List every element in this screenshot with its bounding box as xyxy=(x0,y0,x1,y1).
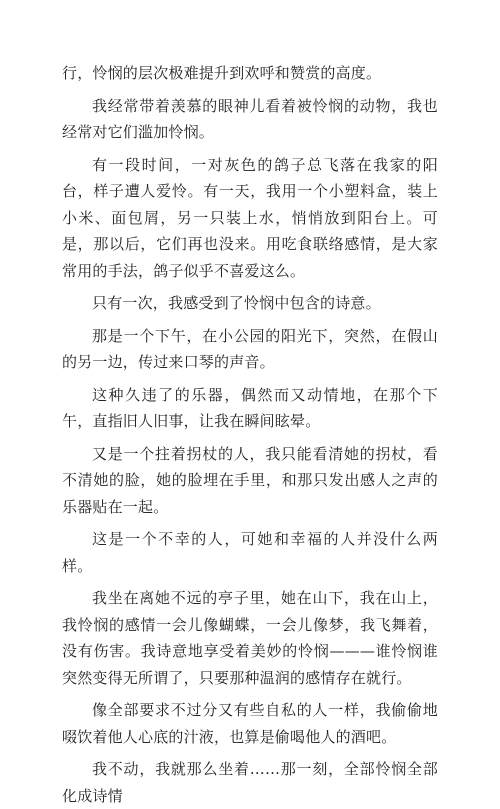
paragraph-7: 又是一个拄着拐杖的人，我只能看清她的拐杖，看不清她的脸，她的脸埋在手里，和那只发出感人之声的乐器贴在一起。 xyxy=(62,444,438,516)
paragraph-6: 这种久违了的乐器，偶然而又动情地，在那个下午，直指旧人旧事，让我在瞬间眩晕。 xyxy=(62,385,438,430)
paragraph-3: 有一段时间，一对灰色的鸽子总飞落在我家的阳台，样子遭人爱怜。有一天，我用一个小塑料盒，装上小米、面包屑，另一只装上水，悄悄放到阳台上。可是，那以后，它们再也没来。用吃食联络感情，是大家常用的手法，鸽子似乎不喜爱这么。 xyxy=(62,155,438,280)
paragraph-10: 像全部要求不过分又有些自私的人一样，我偷偷地啜饮着他人心底的汁液，也算是偷喝他人的酒吧。 xyxy=(62,701,438,746)
paragraph-2: 我经常带着羡慕的眼神儿看着被怜悯的动物，我也经常对它们滥加怜悯。 xyxy=(62,96,438,141)
paragraph-4: 只有一次，我感受到了怜悯中包含的诗意。 xyxy=(92,294,381,312)
paragraph-5: 那是一个下午，在小公园的阳光下，突然，在假山的另一边，传过来口琴的声音。 xyxy=(62,326,438,371)
paragraph-11: 我不动，我就那么坐着……那一刻，全部怜悯全部化成诗情 xyxy=(62,760,438,805)
paragraph-1: 行，怜悯的层次极难提升到欢呼和赞赏的高度。 xyxy=(62,64,382,82)
paragraph-8: 这是一个不幸的人，可她和幸福的人并没什么两样。 xyxy=(62,530,438,575)
paragraph-9: 我坐在离她不远的亭子里，她在山下，我在山上，我怜悯的感情一会儿像蝴蝶，一会儿像梦，我飞舞着，没有伤害。我诗意地享受着美妙的怜悯———谁怜悯谁突然变得无所谓了，只要那种温润的感情存在就行。 xyxy=(62,589,438,687)
